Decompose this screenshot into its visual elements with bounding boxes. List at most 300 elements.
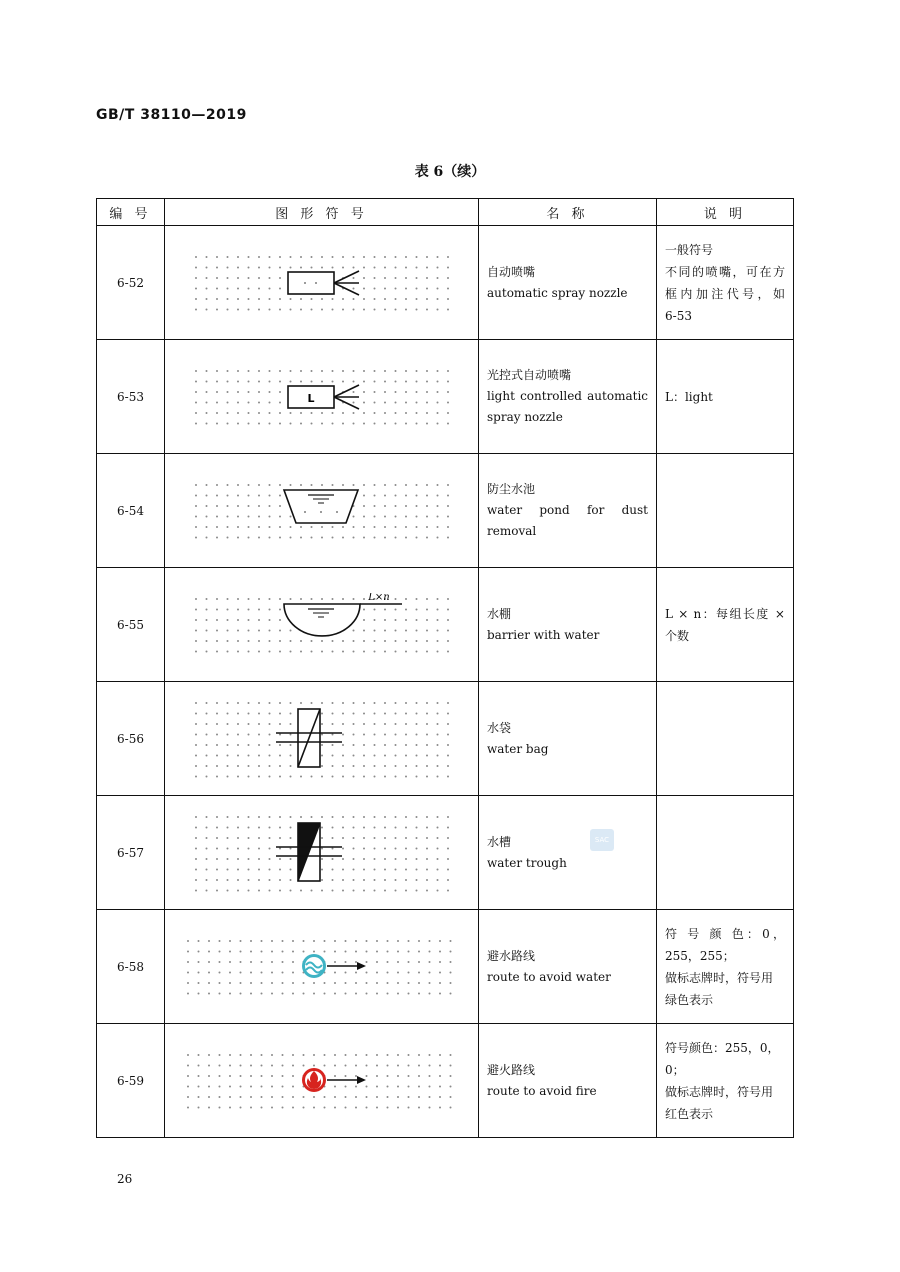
- grid-dot: [373, 826, 375, 828]
- grid-dot: [195, 826, 197, 828]
- grid-dot: [363, 765, 365, 767]
- grid-dot: [352, 879, 354, 881]
- grid-dot: [289, 858, 291, 860]
- grid-dot: [226, 619, 228, 621]
- name-en: route to avoid water: [487, 969, 611, 984]
- grid-dot: [216, 484, 218, 486]
- grid-dot: [331, 775, 333, 777]
- grid-dot: [426, 868, 428, 870]
- grid-dot: [447, 608, 449, 610]
- grid-dot: [279, 629, 281, 631]
- grid-dot: [352, 629, 354, 631]
- grid-dot: [426, 650, 428, 652]
- grid-dot: [279, 608, 281, 610]
- grid-dot: [365, 1106, 367, 1108]
- grid-dot: [216, 744, 218, 746]
- grid-dot: [197, 1054, 199, 1056]
- grid-dot: [447, 640, 449, 642]
- grid-dot: [342, 650, 344, 652]
- grid-dot: [268, 733, 270, 735]
- grid-dot: [394, 401, 396, 403]
- name-zh: 防尘水池: [487, 482, 536, 496]
- grid-dot: [373, 370, 375, 372]
- grid-dot: [268, 391, 270, 393]
- grid-dot: [216, 287, 218, 289]
- grid-dot: [405, 879, 407, 881]
- grid-dot: [426, 536, 428, 538]
- grid-dot: [436, 723, 438, 725]
- grid-dot: [205, 266, 207, 268]
- grid-dot: [258, 879, 260, 881]
- grid-dot: [449, 940, 451, 942]
- grid-dot: [373, 733, 375, 735]
- grid-dot: [447, 816, 449, 818]
- grid-dot: [268, 640, 270, 642]
- grid-dot: [376, 1054, 378, 1056]
- grid-dot: [342, 744, 344, 746]
- grid-dot: [250, 940, 252, 942]
- grid-dot: [216, 598, 218, 600]
- grid-dot: [195, 629, 197, 631]
- grid-dot: [407, 961, 409, 963]
- grid-dot: [226, 484, 228, 486]
- grid-dot: [247, 277, 249, 279]
- grid-dot: [397, 950, 399, 952]
- grid-dot: [237, 702, 239, 704]
- grid-dot: [237, 889, 239, 891]
- grid-dot: [239, 992, 241, 994]
- grid-dot: [216, 889, 218, 891]
- grid-dot: [344, 1085, 346, 1087]
- grid-dot: [226, 380, 228, 382]
- grid-dot: [363, 847, 365, 849]
- grid-dot: [384, 640, 386, 642]
- grid-dot: [397, 1096, 399, 1098]
- grid-dot: [226, 629, 228, 631]
- grid-dot: [426, 391, 428, 393]
- table-row: [97, 910, 794, 1024]
- grid-dot: [268, 505, 270, 507]
- grid-dot: [384, 401, 386, 403]
- grid-dot: [195, 298, 197, 300]
- grid-dot: [439, 1054, 441, 1056]
- grid-dot: [321, 412, 323, 414]
- grid-dot: [342, 868, 344, 870]
- grid-dot: [310, 598, 312, 600]
- grid-dot: [239, 1096, 241, 1098]
- grid-dot: [258, 608, 260, 610]
- grid-dot: [394, 266, 396, 268]
- grid-dot: [384, 837, 386, 839]
- grid-dot: [352, 723, 354, 725]
- grid-dot: [258, 370, 260, 372]
- grid-dot: [415, 287, 417, 289]
- grid-dot: [218, 961, 220, 963]
- grid-dot: [289, 765, 291, 767]
- grid-dot: [218, 1096, 220, 1098]
- grid-dot: [384, 868, 386, 870]
- grid-dot: [229, 1096, 231, 1098]
- grid-dot: [268, 712, 270, 714]
- grid-dot: [365, 940, 367, 942]
- dust-pond-icon: [192, 479, 452, 543]
- grid-dot: [195, 858, 197, 860]
- grid-dot: [279, 837, 281, 839]
- grid-dot: [331, 640, 333, 642]
- name-cell: [479, 568, 657, 682]
- grid-dot: [187, 1064, 189, 1066]
- grid-dot: [321, 837, 323, 839]
- grid-dot: [302, 1106, 304, 1108]
- grid-dot: [394, 775, 396, 777]
- grid-dot: [447, 412, 449, 414]
- grid-dot: [352, 598, 354, 600]
- grid-dot: [386, 1064, 388, 1066]
- description-line: L：light: [665, 389, 713, 404]
- grid-dot: [258, 298, 260, 300]
- grid-dot: [415, 608, 417, 610]
- grid-dot: [260, 940, 262, 942]
- grid-dot: [279, 401, 281, 403]
- grid-dot: [373, 277, 375, 279]
- water-bag-icon: [192, 697, 452, 781]
- grid-dot: [418, 982, 420, 984]
- grid-dot: [415, 723, 417, 725]
- symbol-cell: [165, 796, 479, 910]
- grid-dot: [310, 889, 312, 891]
- grid-dot: [436, 412, 438, 414]
- grid-dot: [247, 380, 249, 382]
- grid-dot: [342, 775, 344, 777]
- grid-dot: [405, 505, 407, 507]
- grid-dot: [205, 484, 207, 486]
- name-en: water pond for dust removal: [487, 503, 648, 538]
- grid-dot: [394, 422, 396, 424]
- grid-dot: [187, 940, 189, 942]
- description-line: 不同的喷嘴，可在方: [665, 264, 785, 279]
- grid-dot: [426, 712, 428, 714]
- grid-dot: [205, 765, 207, 767]
- grid-dot: [363, 608, 365, 610]
- grid-dot: [289, 889, 291, 891]
- grid-dot: [292, 992, 294, 994]
- grid-dot: [447, 256, 449, 258]
- grid-dot: [363, 308, 365, 310]
- grid-dot: [247, 640, 249, 642]
- name-zh: 水槽: [487, 834, 512, 849]
- grid-dot: [229, 971, 231, 973]
- grid-dot: [363, 826, 365, 828]
- grid-dot: [239, 1064, 241, 1066]
- grid-dot: [247, 391, 249, 393]
- grid-dot: [216, 391, 218, 393]
- grid-dot: [279, 256, 281, 258]
- grid-dot: [226, 287, 228, 289]
- grid-dot: [292, 1064, 294, 1066]
- grid-dot: [289, 640, 291, 642]
- grid-dot: [418, 1106, 420, 1108]
- grid-dot: [428, 1085, 430, 1087]
- grid-dot: [397, 1064, 399, 1066]
- name-zh: 水棚: [487, 606, 512, 621]
- grid-dot: [426, 816, 428, 818]
- grid-dot: [415, 256, 417, 258]
- grid-dot: [239, 1106, 241, 1108]
- grid-dot: [247, 256, 249, 258]
- grid-dot: [352, 847, 354, 849]
- grid-dot: [321, 298, 323, 300]
- grid-dot: [321, 422, 323, 424]
- grid-dot: [352, 868, 354, 870]
- grid-dot: [405, 308, 407, 310]
- grid-dot: [250, 1054, 252, 1056]
- grid-dot: [363, 422, 365, 424]
- grid-dot: [226, 298, 228, 300]
- grid-dot: [247, 308, 249, 310]
- grid-dot: [237, 619, 239, 621]
- grid-dot: [302, 1064, 304, 1066]
- grid-dot: [321, 308, 323, 310]
- grid-dot: [310, 536, 312, 538]
- description-line: 做标志牌时，符号用: [665, 970, 774, 985]
- grid-dot: [237, 298, 239, 300]
- grid-dot: [205, 536, 207, 538]
- grid-dot: [363, 640, 365, 642]
- grid-dot: [268, 765, 270, 767]
- grid-dot: [394, 619, 396, 621]
- grid-dot: [216, 816, 218, 818]
- grid-dot: [394, 816, 396, 818]
- grid-dot: [384, 733, 386, 735]
- grid-dot: [426, 256, 428, 258]
- grid-dot: [271, 1096, 273, 1098]
- grid-dot: [300, 370, 302, 372]
- grid-dot: [373, 858, 375, 860]
- grid-dot: [394, 598, 396, 600]
- grid-dot: [195, 712, 197, 714]
- grid-dot: [384, 712, 386, 714]
- grid-dot: [365, 982, 367, 984]
- grid-dot: [373, 494, 375, 496]
- grid-dot: [197, 1075, 199, 1077]
- grid-dot: [195, 650, 197, 652]
- grid-dot: [394, 256, 396, 258]
- grid-dot: [397, 982, 399, 984]
- grid-dot: [405, 277, 407, 279]
- grid-dot: [415, 889, 417, 891]
- grid-dot: [279, 370, 281, 372]
- grid-dot: [289, 298, 291, 300]
- grid-dot: [373, 298, 375, 300]
- grid-dot: [229, 992, 231, 994]
- grid-dot: [376, 1106, 378, 1108]
- description-line: 符号颜色：255，0，0；: [665, 1040, 780, 1077]
- description-line: 个数: [665, 628, 690, 643]
- grid-dot: [229, 982, 231, 984]
- grid-dot: [216, 422, 218, 424]
- symbol-cell: [165, 340, 479, 454]
- symbols-table: [96, 198, 794, 1138]
- grid-dot: [447, 598, 449, 600]
- grid-dot: [268, 536, 270, 538]
- grid-dot: [281, 982, 283, 984]
- grid-dot: [195, 608, 197, 610]
- grid-dot: [197, 940, 199, 942]
- grid-dot: [373, 723, 375, 725]
- grid-dot: [258, 515, 260, 517]
- grid-dot: [418, 950, 420, 952]
- grid-dot: [376, 961, 378, 963]
- grid-dot: [373, 619, 375, 621]
- grid-dot: [258, 598, 260, 600]
- grid-dot: [436, 826, 438, 828]
- grid-dot: [352, 712, 354, 714]
- grid-dot: [394, 889, 396, 891]
- grid-dot: [331, 266, 333, 268]
- column-header-name: 名 称: [479, 199, 657, 226]
- grid-dot: [260, 961, 262, 963]
- description-line: 一般符号: [665, 242, 714, 257]
- grid-dot: [279, 702, 281, 704]
- grid-dot: [247, 847, 249, 849]
- grid-dot: [247, 765, 249, 767]
- grid-dot: [426, 775, 428, 777]
- grid-dot: [289, 723, 291, 725]
- grid-dot: [289, 536, 291, 538]
- grid-dot: [218, 1085, 220, 1087]
- grid-dot: [313, 1096, 315, 1098]
- grid-dot: [405, 723, 407, 725]
- grid-dot: [394, 298, 396, 300]
- grid-dot: [279, 391, 281, 393]
- grid-dot: [279, 754, 281, 756]
- grid-dot: [205, 298, 207, 300]
- grid-dot: [363, 298, 365, 300]
- grid-dot: [258, 484, 260, 486]
- grid-dot: [342, 765, 344, 767]
- grid-dot: [447, 494, 449, 496]
- description-line: 255，255；: [665, 948, 735, 963]
- grid-dot: [226, 650, 228, 652]
- grid-dot: [334, 1054, 336, 1056]
- grid-dot: [247, 744, 249, 746]
- grid-dot: [426, 412, 428, 414]
- grid-dot: [281, 940, 283, 942]
- grid-dot: [384, 879, 386, 881]
- grid-dot: [268, 598, 270, 600]
- grid-dot: [226, 608, 228, 610]
- grid-dot: [342, 380, 344, 382]
- grid-dot: [226, 765, 228, 767]
- grid-dot: [405, 754, 407, 756]
- grid-dot: [363, 598, 365, 600]
- grid-dot: [352, 401, 354, 403]
- grid-dot: [292, 940, 294, 942]
- grid-dot: [405, 619, 407, 621]
- grid-dot: [447, 702, 449, 704]
- grid-dot: [394, 277, 396, 279]
- grid-dot: [226, 391, 228, 393]
- grid-dot: [237, 598, 239, 600]
- grid-dot: [415, 640, 417, 642]
- grid-dot: [250, 1096, 252, 1098]
- grid-dot: [237, 526, 239, 528]
- grid-dot: [363, 619, 365, 621]
- grid-dot: [373, 391, 375, 393]
- grid-dot: [373, 879, 375, 881]
- grid-dot: [394, 733, 396, 735]
- grid-dot: [216, 256, 218, 258]
- grid-dot: [352, 266, 354, 268]
- grid-dot: [258, 494, 260, 496]
- grid-dot: [218, 1064, 220, 1066]
- grid-dot: [289, 526, 291, 528]
- grid-dot: [271, 940, 273, 942]
- grid-dot: [334, 961, 336, 963]
- grid-dot: [342, 712, 344, 714]
- grid-dot: [436, 608, 438, 610]
- grid-dot: [247, 287, 249, 289]
- grid-dot: [205, 619, 207, 621]
- grid-dot: [258, 889, 260, 891]
- grid-dot: [344, 1106, 346, 1108]
- grid-dot: [237, 391, 239, 393]
- grid-dot: [447, 277, 449, 279]
- grid-dot: [384, 754, 386, 756]
- grid-dot: [247, 629, 249, 631]
- grid-dot: [216, 723, 218, 725]
- grid-dot: [352, 837, 354, 839]
- grid-dot: [405, 484, 407, 486]
- grid-dot: [205, 744, 207, 746]
- name-zh: 光控式自动喷嘴: [487, 368, 572, 382]
- grid-dot: [439, 950, 441, 952]
- grid-dot: [342, 847, 344, 849]
- grid-dot: [386, 961, 388, 963]
- grid-dot: [405, 826, 407, 828]
- grid-dot: [268, 515, 270, 517]
- grid-dot: [363, 650, 365, 652]
- fire-route-icon: [184, 1049, 460, 1113]
- grid-dot: [208, 1106, 210, 1108]
- grid-dot: [344, 982, 346, 984]
- grid-dot: [258, 308, 260, 310]
- grid-dot: [373, 629, 375, 631]
- grid-dot: [247, 775, 249, 777]
- grid-dot: [426, 380, 428, 382]
- grid-dot: [397, 1075, 399, 1077]
- grid-dot: [334, 982, 336, 984]
- grid-dot: [386, 992, 388, 994]
- grid-dot: [418, 1054, 420, 1056]
- table-row: [97, 1024, 794, 1138]
- grid-dot: [216, 858, 218, 860]
- grid-dot: [237, 879, 239, 881]
- grid-dot: [279, 422, 281, 424]
- grid-dot: [226, 526, 228, 528]
- grid-dot: [384, 702, 386, 704]
- grid-dot: [342, 598, 344, 600]
- grid-dot: [334, 992, 336, 994]
- grid-dot: [384, 536, 386, 538]
- grid-dot: [407, 992, 409, 994]
- grid-dot: [289, 412, 291, 414]
- grid-dot: [363, 712, 365, 714]
- grid-dot: [449, 982, 451, 984]
- grid-dot: [323, 1096, 325, 1098]
- grid-dot: [342, 826, 344, 828]
- grid-dot: [342, 754, 344, 756]
